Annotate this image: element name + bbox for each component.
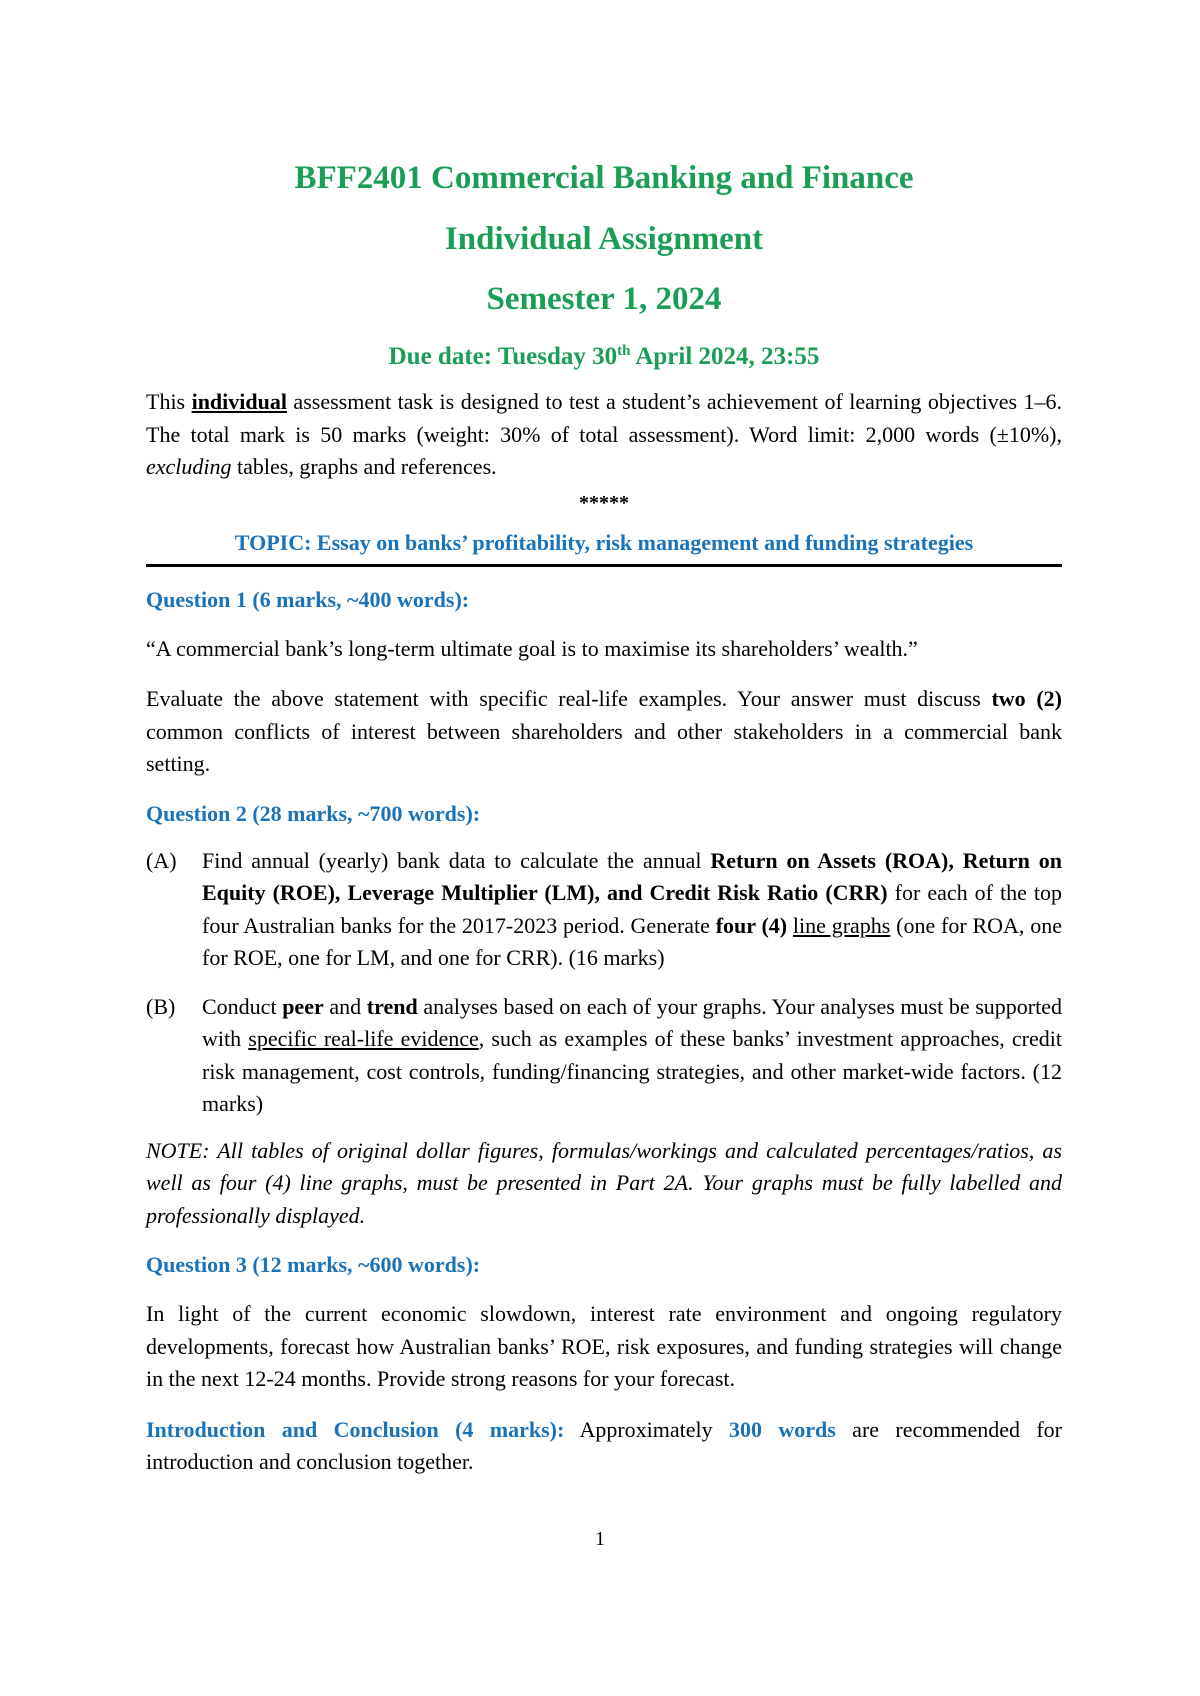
- question-2-part-a: [146, 845, 1062, 975]
- intro-emphasis: individual: [191, 389, 287, 414]
- intro-conclusion-highlight: 300 words: [729, 1416, 836, 1442]
- intro-conclusion-heading: Introduction and Conclusion (4 marks):: [146, 1416, 565, 1442]
- part-b-underline: specific real-life evidence: [248, 1026, 479, 1051]
- part-a-bold-1: Return on Assets (ROA), Return on Equity (ROE), Leverage Multiplier (LM), and Credit Risk Ratio (CRR): [202, 847, 1062, 905]
- course-title: BFF2401 Commercial Banking and Finance: [294, 160, 914, 196]
- question-2-heading: Question 2 (28 marks, ~700 words):: [146, 800, 481, 826]
- page-number: 1: [595, 1528, 605, 1550]
- part-a-text-4: (one for ROA, one for ROE, one for LM, and one for CRR). (16 marks): [202, 912, 1062, 970]
- part-b-bold-2: trend: [366, 993, 418, 1019]
- question-1-statement: “A commercial bank’s long-term ultimate goal is to maximise its shareholders’ wealth.”: [146, 635, 918, 661]
- part-b-label: (B): [146, 993, 176, 1019]
- intro-text-3: tables, graphs and references.: [231, 454, 497, 479]
- part-a-text-2: for each of the top four Australian banks for the 2017-2023 period. Generate: [202, 880, 1062, 938]
- part-a-bold-2: four (4): [715, 912, 788, 938]
- intro-conclusion-text-2: are recommended for introduction and conclusion together.: [146, 1416, 1063, 1474]
- intro-paragraph: [146, 386, 1062, 484]
- q1-bold: two (2): [991, 686, 1062, 711]
- intro-conclusion-paragraph: [146, 1414, 1062, 1479]
- part-a-underline: line graphs: [792, 912, 891, 938]
- due-date: [146, 342, 1062, 372]
- part-b-text-3: analyses based on each of your graphs. Your analyses must be supported with: [202, 993, 1062, 1051]
- part-b-text-2: and: [323, 993, 367, 1019]
- assignment-title: Individual Assignment: [444, 221, 764, 257]
- due-date-ordinal: th: [617, 343, 631, 359]
- part-a-label: (A): [146, 847, 177, 873]
- part-b-text-4: , such as examples of these banks’ investment approaches, credit risk management, cost controls, funding/financing strategies, and other market-wide factors. (12 marks): [202, 1026, 1062, 1116]
- question-2-part-b: [146, 991, 1062, 1121]
- question-3-paragraph: In light of the current economic slowdown, interest rate environment and ongoing regulatory developments, forecast how Australian banks’ ROE, risk exposures, and funding strategies will change in the next 12-24 months. Provide strong reasons for your forecast.: [146, 1301, 1062, 1391]
- part-a-text: [202, 845, 1062, 975]
- due-date-suffix: April 2024, 23:55: [630, 343, 820, 370]
- question-1-paragraph: [146, 683, 1062, 781]
- q1-text-a: Evaluate the above statement with specific real-life examples. Your answer must discuss: [146, 686, 992, 711]
- part-b-text: [202, 991, 1062, 1121]
- due-date-prefix: Due date: Tuesday 30: [388, 343, 618, 370]
- part-b-bold-1: peer: [282, 993, 324, 1019]
- intro-conclusion-text-1: Approximately: [564, 1416, 730, 1442]
- question-1-heading: Question 1 (6 marks, ~400 words):: [146, 586, 470, 612]
- q1-text-b: common conflicts of interest between shareholders and other stakeholders in a commercial bank setting.: [146, 718, 1062, 776]
- intro-italic: excluding: [146, 454, 232, 479]
- question-3-heading: Question 3 (12 marks, ~600 words):: [146, 1252, 481, 1277]
- question-2-note: NOTE: All tables of original dollar figures, formulas/workings and calculated percentages/ratios, as well as four (4) line graphs, must be presented in Part 2A. Your graphs must be fully labelled and professionally displayed.: [146, 1137, 1062, 1228]
- topic-heading: TOPIC: Essay on banks’ profitability, risk management and funding strategies: [146, 528, 1062, 567]
- part-b-text-1: Conduct: [202, 993, 283, 1019]
- part-a-text-1: Find annual (yearly) bank data to calculate the annual: [202, 847, 711, 873]
- page-content: [146, 150, 1062, 1479]
- semester-title: Semester 1, 2024: [486, 281, 722, 317]
- separator-stars: *****: [579, 491, 629, 514]
- intro-text-1: This: [146, 389, 192, 414]
- intro-text-2: assessment task is designed to test a student’s achievement of learning objectives 1–6. The total mark is 50 marks (weight: 30% of total assessment). Word limit: 2,000 words (±10%),: [146, 389, 1062, 447]
